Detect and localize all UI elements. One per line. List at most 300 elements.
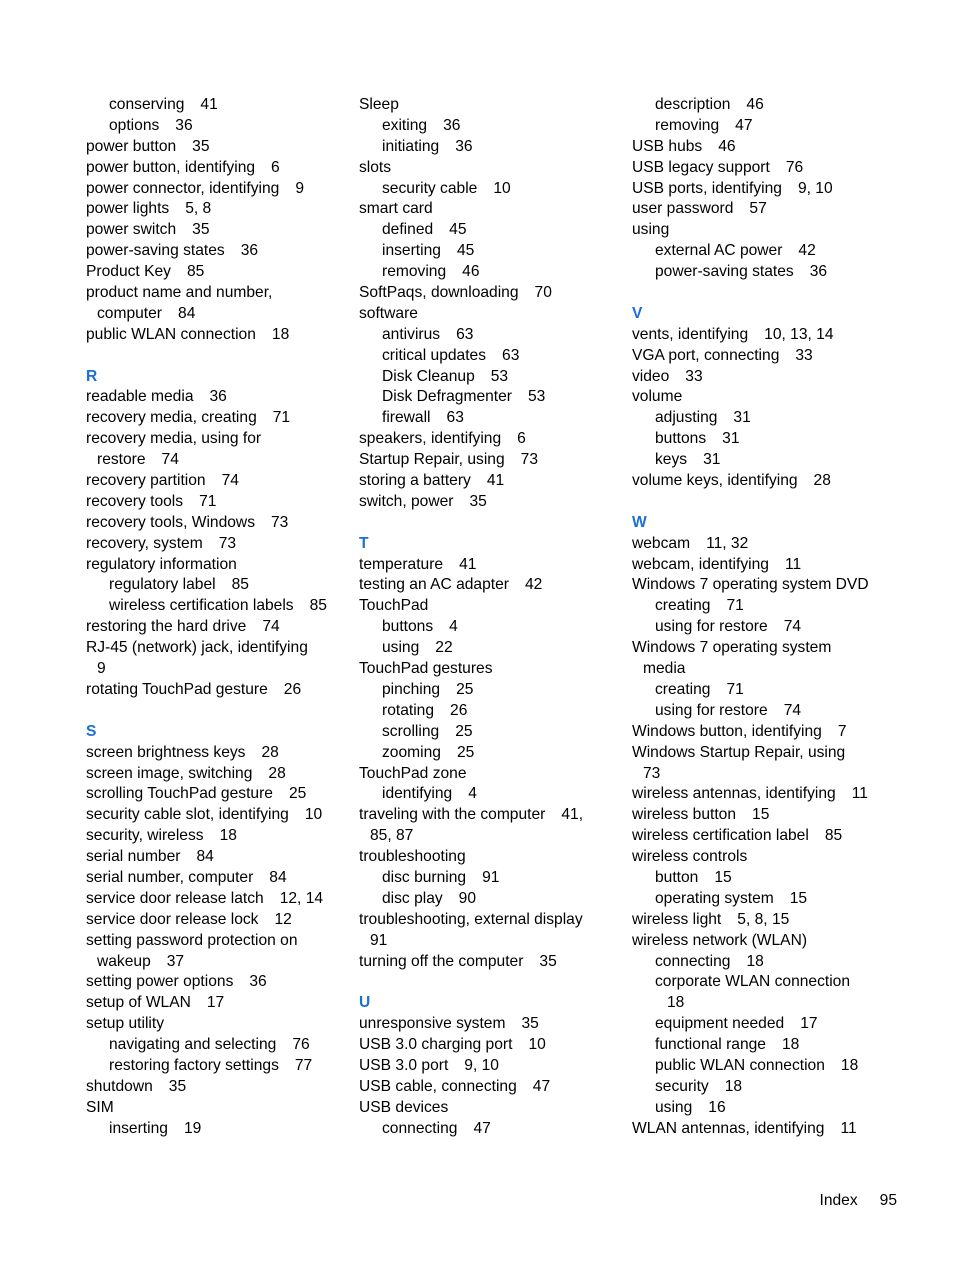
- index-term: security, wireless: [86, 827, 204, 845]
- page-reference: 47: [473, 1119, 491, 1137]
- index-term: power-saving states: [655, 263, 794, 281]
- index-subentry: [359, 179, 621, 200]
- page-reference: 45: [449, 221, 467, 239]
- page-reference: 26: [450, 701, 468, 719]
- index-entry-continuation: [359, 826, 621, 847]
- index-term: power connector, identifying: [86, 179, 280, 197]
- page-reference: 9: [295, 179, 304, 197]
- index-entry: [86, 993, 348, 1014]
- page-reference: 7: [837, 722, 847, 740]
- index-term: smart card: [359, 200, 433, 218]
- page-reference: 36: [175, 116, 193, 134]
- index-term: USB devices: [359, 1098, 449, 1116]
- page-reference: 15: [714, 868, 732, 886]
- index-term: 18: [667, 994, 685, 1012]
- page-reference: 10: [304, 806, 323, 824]
- page-reference: 85: [824, 827, 843, 845]
- index-entry-continuation: [86, 450, 348, 471]
- index-subentry: [632, 617, 894, 638]
- page-reference: 63: [502, 346, 520, 364]
- index-term: speakers, identifying: [359, 430, 502, 448]
- page-reference: 31: [722, 430, 740, 448]
- page-reference: 41: [200, 96, 218, 113]
- index-term: creating: [655, 597, 711, 615]
- index-entry: [359, 283, 621, 304]
- index-entry: [86, 471, 348, 492]
- index-term: buttons: [655, 430, 707, 448]
- index-term: 85, 87: [370, 827, 414, 845]
- index-subentry: [86, 1119, 348, 1140]
- index-term: using: [382, 639, 420, 657]
- page-reference: 35: [192, 221, 210, 239]
- index-entry: [86, 680, 348, 701]
- index-entry: [86, 847, 348, 868]
- index-subentry: [632, 1056, 894, 1077]
- index-entry: [632, 805, 894, 826]
- index-entry: [86, 429, 348, 450]
- index-entry: [632, 367, 894, 388]
- page-reference: 57: [749, 200, 767, 218]
- index-subentry: [632, 972, 894, 993]
- page-reference: 71: [726, 680, 744, 698]
- index-entry-continuation: [632, 993, 894, 1014]
- index-term: computer: [97, 304, 163, 322]
- index-term: wireless certification label: [632, 827, 809, 845]
- page-reference: 63: [446, 409, 464, 427]
- index-subentry: [632, 1098, 894, 1119]
- index-term: security cable: [382, 179, 478, 197]
- index-subentry: [359, 743, 621, 764]
- index-entry: [86, 784, 348, 805]
- page-reference: 17: [206, 994, 225, 1012]
- index-term: media: [643, 660, 686, 678]
- index-subentry: [359, 387, 621, 408]
- index-entry: [359, 847, 621, 868]
- index-term: scrolling: [382, 722, 440, 740]
- index-entry: [632, 931, 894, 952]
- index-term: navigating and selecting: [109, 1036, 277, 1054]
- index-term: rotating TouchPad gesture: [86, 680, 268, 698]
- index-subentry: [359, 408, 621, 429]
- page-reference: 63: [456, 325, 474, 343]
- index-entry: [359, 1077, 621, 1098]
- page-reference: 36: [455, 137, 473, 155]
- index-subentry: [632, 1014, 894, 1035]
- index-subentry: [86, 95, 348, 116]
- page-reference: 16: [708, 1098, 726, 1116]
- page-reference: 15: [789, 889, 808, 907]
- page-reference: 10: [528, 1036, 546, 1054]
- page-reference: 41: [486, 472, 505, 490]
- page-reference: 25: [288, 785, 307, 803]
- index-term: defined: [382, 221, 434, 239]
- index-column-middle: [359, 95, 621, 1140]
- index-term: functional range: [655, 1036, 766, 1054]
- index-term: restoring the hard drive: [86, 618, 247, 636]
- index-term: temperature: [359, 555, 444, 573]
- page-reference: 46: [718, 137, 736, 155]
- index-term: USB 3.0 charging port: [359, 1036, 513, 1054]
- index-subentry: [359, 262, 621, 283]
- page-reference: 22: [435, 639, 453, 657]
- index-term: inserting: [109, 1119, 168, 1137]
- index-term: antivirus: [382, 325, 441, 343]
- index-subentry: [632, 95, 894, 116]
- index-entry: [86, 408, 348, 429]
- index-term: TouchPad zone: [359, 764, 467, 782]
- page-reference: 36: [249, 973, 267, 991]
- page-reference: 35: [469, 492, 487, 510]
- index-term: firewall: [382, 409, 431, 427]
- index-entry: [359, 158, 621, 179]
- page-reference: 74: [783, 701, 802, 719]
- index-entry: [359, 429, 621, 450]
- index-entry: [86, 513, 348, 534]
- page-reference: 25: [456, 743, 475, 761]
- page-reference: 73: [520, 451, 538, 469]
- page-reference: 12: [274, 910, 292, 928]
- index-term: removing: [655, 116, 720, 134]
- index-term: USB hubs: [632, 137, 703, 155]
- index-term: disc burning: [382, 868, 467, 886]
- index-term: recovery media, creating: [86, 409, 257, 427]
- index-entry: [86, 743, 348, 764]
- index-entry: [86, 199, 348, 220]
- index-entry: [632, 158, 894, 179]
- page-reference: 46: [746, 96, 764, 113]
- index-subentry: [632, 241, 894, 262]
- page-reference: 6: [271, 158, 280, 176]
- index-entry: [632, 847, 894, 868]
- index-term: restoring factory settings: [109, 1056, 279, 1074]
- page-reference: 5, 8: [185, 200, 212, 218]
- index-subentry: [632, 450, 894, 471]
- index-term: regulatory information: [86, 555, 237, 573]
- index-subentry: [632, 408, 894, 429]
- index-entry: [632, 784, 894, 805]
- page-reference: 11: [784, 555, 802, 573]
- index-subentry: [632, 701, 894, 722]
- index-term: wireless button: [632, 806, 737, 824]
- index-term: equipment needed: [655, 1015, 785, 1033]
- index-term: critical updates: [382, 346, 487, 364]
- index-entry: [359, 199, 621, 220]
- index-term: vents, identifying: [632, 325, 749, 343]
- index-term: power button, identifying: [86, 158, 256, 176]
- page-reference: 71: [199, 492, 217, 510]
- index-term: scrolling TouchPad gesture: [86, 785, 273, 803]
- index-subentry: [86, 1056, 348, 1077]
- index-entry: [632, 555, 894, 576]
- index-subentry: [359, 116, 621, 137]
- index-term: using for restore: [655, 701, 768, 719]
- page-reference: 25: [455, 722, 473, 740]
- index-term: pinching: [382, 680, 441, 698]
- index-entry: [359, 555, 621, 576]
- index-entry: [86, 826, 348, 847]
- index-entry: [86, 387, 348, 408]
- index-subentry: [359, 680, 621, 701]
- index-term: wireless certification labels: [109, 597, 294, 615]
- index-subentry: [632, 1035, 894, 1056]
- index-subentry: [359, 325, 621, 346]
- page-reference: 70: [534, 284, 552, 302]
- index-entry: [86, 972, 348, 993]
- index-subentry: [359, 617, 621, 638]
- index-term: Product Key: [86, 263, 171, 281]
- page-footer: [819, 1191, 897, 1212]
- index-entry: [632, 325, 894, 346]
- page-reference: 4: [468, 785, 477, 803]
- index-entry: [359, 1056, 621, 1077]
- index-term: USB cable, connecting: [359, 1077, 517, 1095]
- index-term: screen brightness keys: [86, 743, 246, 761]
- page-reference: 85: [186, 263, 205, 281]
- index-term: rotating: [382, 701, 435, 719]
- index-subentry: [632, 116, 894, 137]
- page-reference: 73: [218, 534, 237, 552]
- index-term: switch, power: [359, 492, 454, 510]
- index-entry: [86, 1098, 348, 1119]
- index-subentry: [359, 346, 621, 367]
- index-term: disc play: [382, 889, 443, 907]
- index-entry: [86, 534, 348, 555]
- index-term: setting password protection on: [86, 931, 298, 949]
- index-entry: [359, 304, 621, 325]
- index-term: Windows Startup Repair, using: [632, 743, 846, 761]
- index-term: description: [655, 96, 731, 113]
- index-term: using: [632, 221, 670, 239]
- index-term: identifying: [382, 785, 453, 803]
- index-entry: [86, 492, 348, 513]
- index-term: product name and number,: [86, 284, 273, 302]
- index-term: wireless light: [632, 910, 722, 928]
- index-term: TouchPad gestures: [359, 660, 493, 678]
- index-entry: [86, 1014, 348, 1035]
- index-term: security cable slot, identifying: [86, 806, 289, 824]
- page-reference: 28: [268, 764, 286, 782]
- index-entry: [632, 387, 894, 408]
- index-term: recovery tools, Windows: [86, 513, 255, 531]
- index-entry-continuation: [632, 764, 894, 785]
- page-reference: 18: [840, 1056, 859, 1074]
- index-entry: [359, 1035, 621, 1056]
- index-term: creating: [655, 680, 711, 698]
- page-reference: 36: [209, 388, 227, 406]
- index-subentry: [86, 575, 348, 596]
- index-entry: [86, 241, 348, 262]
- section-letter-heading: S: [86, 722, 97, 740]
- index-subentry: [359, 137, 621, 158]
- index-entry: [86, 910, 348, 931]
- index-term: public WLAN connection: [86, 325, 256, 343]
- index-entry-continuation: [86, 659, 348, 680]
- index-subentry: [632, 680, 894, 701]
- page-number: 95: [879, 1192, 897, 1209]
- page-reference: 47: [735, 116, 753, 134]
- index-entry: [632, 137, 894, 158]
- index-term: 9: [97, 660, 106, 678]
- index-entry: [86, 638, 348, 659]
- index-term: setup of WLAN: [86, 994, 191, 1012]
- index-term: wireless antennas, identifying: [632, 785, 836, 803]
- index-term: Sleep: [359, 96, 399, 113]
- page-reference: 46: [462, 263, 480, 281]
- index-subentry: [359, 1119, 621, 1140]
- index-entry: [86, 137, 348, 158]
- page-reference: 9, 10: [464, 1056, 499, 1074]
- index-entry: [632, 575, 894, 596]
- index-term: service door release latch: [86, 889, 264, 907]
- index-entry: [359, 764, 621, 785]
- page-reference: 11: [851, 785, 868, 803]
- page-reference: 73: [271, 513, 289, 531]
- index-subentry: [86, 596, 348, 617]
- index-entry: [359, 596, 621, 617]
- index-entry-continuation: [632, 659, 894, 680]
- index-term: testing an AC adapter: [359, 576, 509, 594]
- index-term: power lights: [86, 200, 170, 218]
- page-reference: 33: [685, 367, 703, 385]
- index-term: security: [655, 1077, 709, 1095]
- index-term: video: [632, 367, 670, 385]
- index-entry: [359, 575, 621, 596]
- index-term: setting power options: [86, 973, 234, 991]
- index-entry: [86, 325, 348, 346]
- page-reference: 4: [449, 618, 458, 636]
- page-reference: 36: [809, 263, 828, 281]
- index-subentry: [86, 1035, 348, 1056]
- index-entry: [86, 555, 348, 576]
- index-term: storing a battery: [359, 472, 471, 490]
- index-term: webcam, identifying: [632, 555, 769, 573]
- index-entry: [86, 617, 348, 638]
- page-reference: 90: [458, 889, 477, 907]
- index-term: connecting: [655, 952, 731, 970]
- index-entry: [359, 952, 621, 973]
- index-entry: [359, 910, 621, 931]
- index-entry: [86, 764, 348, 785]
- page-reference: 36: [240, 242, 259, 260]
- index-term: recovery tools: [86, 492, 184, 510]
- index-term: connecting: [382, 1119, 458, 1137]
- index-subentry: [359, 784, 621, 805]
- index-term: serial number, computer: [86, 868, 254, 886]
- page-reference: 31: [703, 451, 721, 469]
- index-entry: [86, 1077, 348, 1098]
- index-term: restore: [97, 451, 146, 469]
- index-term: exiting: [382, 116, 428, 134]
- index-subentry: [359, 701, 621, 722]
- index-entry: [632, 199, 894, 220]
- index-term: setup utility: [86, 1015, 165, 1033]
- index-term: recovery media, using for: [86, 430, 262, 448]
- index-entry: [86, 931, 348, 952]
- page-reference: 9, 10: [797, 179, 833, 197]
- index-term: Disk Defragmenter: [382, 388, 512, 406]
- index-term: serial number: [86, 848, 181, 866]
- index-subentry: [632, 889, 894, 910]
- index-term: using: [655, 1098, 693, 1116]
- index-term: USB ports, identifying: [632, 179, 782, 197]
- index-term: keys: [655, 451, 688, 469]
- page-reference: 11: [840, 1119, 857, 1137]
- page-reference: 35: [168, 1077, 187, 1095]
- index-entry: [632, 534, 894, 555]
- page-reference: 19: [183, 1119, 202, 1137]
- index-term: recovery, system: [86, 534, 203, 552]
- index-term: Windows 7 operating system DVD: [632, 576, 869, 594]
- index-entry: [632, 220, 894, 241]
- index-entry: [359, 1098, 621, 1119]
- index-term: 91: [370, 931, 388, 949]
- index-subentry: [632, 262, 894, 283]
- page-reference: 11, 32: [706, 534, 749, 552]
- index-term: using for restore: [655, 618, 768, 636]
- index-entry: [632, 346, 894, 367]
- page-reference: 35: [192, 137, 210, 155]
- index-column-left: [86, 95, 348, 1140]
- index-term: RJ-45 (network) jack, identifying: [86, 639, 308, 657]
- index-term: removing: [382, 263, 447, 281]
- index-term: software: [359, 304, 418, 322]
- index-subentry: [632, 952, 894, 973]
- index-term: webcam: [632, 534, 691, 552]
- index-entry: [86, 283, 348, 304]
- page-reference: 10: [493, 179, 511, 197]
- page-reference: 41,: [561, 806, 584, 824]
- page-reference: 18: [781, 1036, 800, 1054]
- index-column-right: [632, 95, 894, 1140]
- page-reference: 6: [517, 430, 526, 448]
- index-term: TouchPad: [359, 597, 429, 615]
- index-entry: [359, 95, 621, 116]
- section-letter-heading: T: [359, 534, 369, 552]
- index-term: Windows 7 operating system: [632, 639, 832, 657]
- index-subentry: [359, 722, 621, 743]
- section-letter-heading: U: [359, 994, 371, 1012]
- index-term: conserving: [109, 96, 185, 113]
- index-subentry: [359, 868, 621, 889]
- page-reference: 74: [221, 472, 239, 490]
- page-reference: 5, 8, 15: [737, 910, 790, 928]
- index-subentry: [359, 241, 621, 262]
- page-reference: 71: [726, 597, 744, 615]
- page-reference: 15: [752, 806, 770, 824]
- index-term: screen image, switching: [86, 764, 253, 782]
- page-reference: 35: [521, 1015, 539, 1033]
- page-reference: 42: [524, 576, 543, 594]
- index-entry: [359, 471, 621, 492]
- index-term: turning off the computer: [359, 952, 524, 970]
- page-reference: 84: [178, 304, 196, 322]
- page-reference: 85: [231, 576, 249, 594]
- index-entry: [359, 450, 621, 471]
- page-reference: 18: [724, 1077, 743, 1095]
- page-reference: 45: [456, 242, 475, 260]
- index-entry: [632, 722, 894, 743]
- index-term: troubleshooting, external display: [359, 910, 583, 928]
- index-subentry: [359, 638, 621, 659]
- index-entry-continuation: [86, 952, 348, 973]
- index-term: SIM: [86, 1098, 114, 1116]
- index-term: external AC power: [655, 242, 783, 260]
- index-subentry: [359, 220, 621, 241]
- page-reference: 18: [271, 325, 290, 343]
- index-term: Startup Repair, using: [359, 451, 505, 469]
- index-term: wireless controls: [632, 848, 748, 866]
- section-letter-heading: V: [632, 304, 643, 322]
